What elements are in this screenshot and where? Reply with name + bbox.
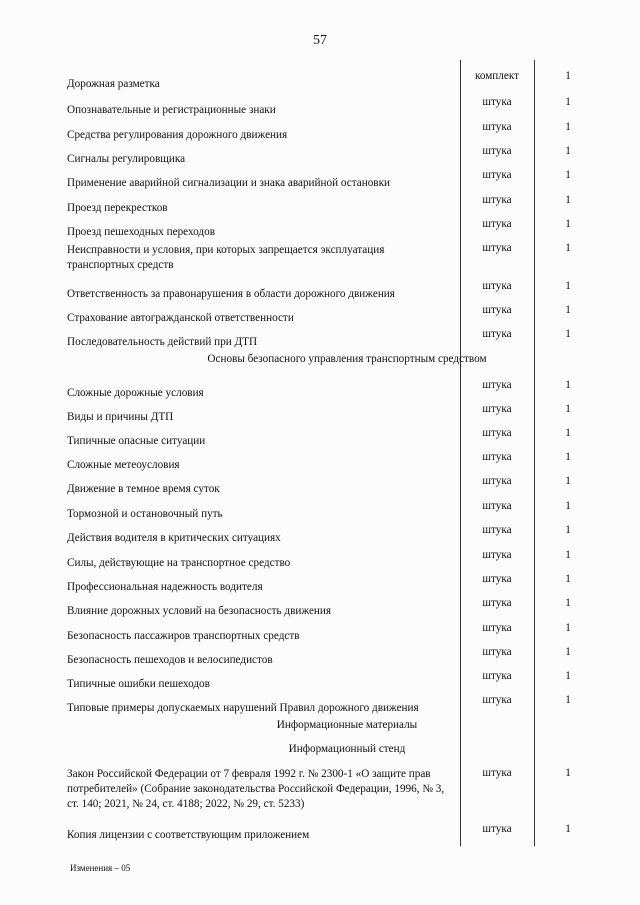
item-name: Силы, действующие на транспортное средство (67, 557, 291, 569)
item-quantity: 1 (565, 694, 571, 706)
item-quantity: 1 (565, 475, 571, 487)
item-name: Ответственность за правонарушения в области дорожного движения (67, 288, 395, 300)
item-name: Неисправности и условия, при которых запрещается эксплуатация транспортных средств (67, 244, 385, 271)
item-name: Движение в темное время суток (67, 483, 220, 495)
item-unit: штука (482, 169, 512, 181)
section-heading: Основы безопасного управления транспортным средством (207, 353, 487, 365)
item-quantity: 1 (565, 304, 571, 316)
item-name: Последовательность действий при ДТП (67, 336, 258, 348)
item-unit: штука (482, 427, 512, 439)
item-quantity: 1 (565, 70, 571, 82)
item-quantity: 1 (565, 145, 571, 157)
item-quantity: 1 (565, 403, 571, 415)
item-quantity: 1 (565, 646, 571, 658)
section-heading: Информационные материалы (276, 719, 418, 731)
item-name: Средства регулирования дорожного движения (67, 129, 288, 141)
item-quantity: 1 (565, 169, 571, 181)
item-name: Типовые примеры допускаемых нарушений Правил дорожного движения (67, 702, 419, 714)
item-name: Проезд перекрестков (67, 202, 168, 214)
item-name: Страхование автогражданской ответственности (67, 312, 294, 324)
item-unit: штука (482, 242, 512, 254)
item-unit: штука (482, 451, 512, 463)
item-name: Действия водителя в критических ситуациях (67, 532, 281, 544)
item-quantity: 1 (565, 524, 571, 536)
item-unit: штука (482, 218, 512, 230)
item-unit: штука (482, 767, 512, 779)
item-quantity: 1 (565, 670, 571, 682)
item-name: Закон Российской Федерации от 7 февраля 1992 г. № 2300-1 «О защите прав потребителей» (Собрание законодательства Российской Федерации, 1996, № 3, ст. 140; 2021, № 24, ст. 4188; 2022, № 29, ст. 5233) (67, 768, 445, 810)
page-number: 57 (313, 33, 327, 48)
section-heading: Информационный стенд (288, 743, 406, 755)
item-unit: штука (482, 475, 512, 487)
item-quantity: 1 (565, 194, 571, 206)
item-unit: штука (482, 304, 512, 316)
item-name: Безопасность пешеходов и велосипедистов (67, 654, 273, 666)
item-unit: штука (482, 823, 512, 835)
item-name: Копия лицензии с соответствующим приложением (67, 829, 310, 841)
item-quantity: 1 (565, 823, 571, 835)
item-name: Сложные метеоусловия (67, 459, 180, 471)
item-name: Виды и причины ДТП (67, 411, 174, 423)
item-unit: штука (482, 597, 512, 609)
item-name: Типичные опасные ситуации (67, 435, 206, 447)
revision-note: Изменения – 05 (70, 863, 131, 873)
item-name: Тормозной и остановочный путь (67, 508, 223, 520)
item-quantity: 1 (565, 242, 571, 254)
item-unit: штука (482, 694, 512, 706)
item-unit: штука (482, 573, 512, 585)
item-name: Влияние дорожных условий на безопасность движения (67, 605, 332, 617)
item-unit: штука (482, 549, 512, 561)
item-quantity: 1 (565, 121, 571, 133)
item-quantity: 1 (565, 328, 571, 340)
item-unit: штука (482, 622, 512, 634)
item-name: Дорожная разметка (67, 78, 160, 90)
item-unit: комплект (474, 70, 520, 82)
item-unit: штука (482, 670, 512, 682)
item-name: Опознавательные и регистрационные знаки (67, 104, 276, 116)
item-quantity: 1 (565, 218, 571, 230)
item-quantity: 1 (565, 280, 571, 292)
item-name: Типичные ошибки пешеходов (67, 678, 210, 690)
item-unit: штука (482, 524, 512, 536)
item-quantity: 1 (565, 767, 571, 779)
item-unit: штука (482, 379, 512, 391)
item-quantity: 1 (565, 451, 571, 463)
item-name: Проезд пешеходных переходов (67, 226, 215, 238)
item-name: Безопасность пассажиров транспортных средств (67, 630, 300, 642)
item-name: Профессиональная надежность водителя (67, 581, 263, 593)
item-name: Сложные дорожные условия (67, 387, 204, 399)
item-unit: штука (482, 328, 512, 340)
item-unit: штука (482, 280, 512, 292)
item-quantity: 1 (565, 96, 571, 108)
item-unit: штука (482, 500, 512, 512)
item-unit: штука (482, 121, 512, 133)
item-quantity: 1 (565, 597, 571, 609)
item-unit: штука (482, 403, 512, 415)
item-unit: штука (482, 145, 512, 157)
item-unit: штука (482, 646, 512, 658)
item-unit: штука (482, 194, 512, 206)
item-quantity: 1 (565, 427, 571, 439)
item-quantity: 1 (565, 549, 571, 561)
item-quantity: 1 (565, 573, 571, 585)
item-name: Применение аварийной сигнализации и знака аварийной остановки (67, 177, 390, 189)
item-quantity: 1 (565, 622, 571, 634)
item-name: Сигналы регулировщика (67, 153, 186, 165)
item-quantity: 1 (565, 500, 571, 512)
item-quantity: 1 (565, 379, 571, 391)
item-unit: штука (482, 96, 512, 108)
